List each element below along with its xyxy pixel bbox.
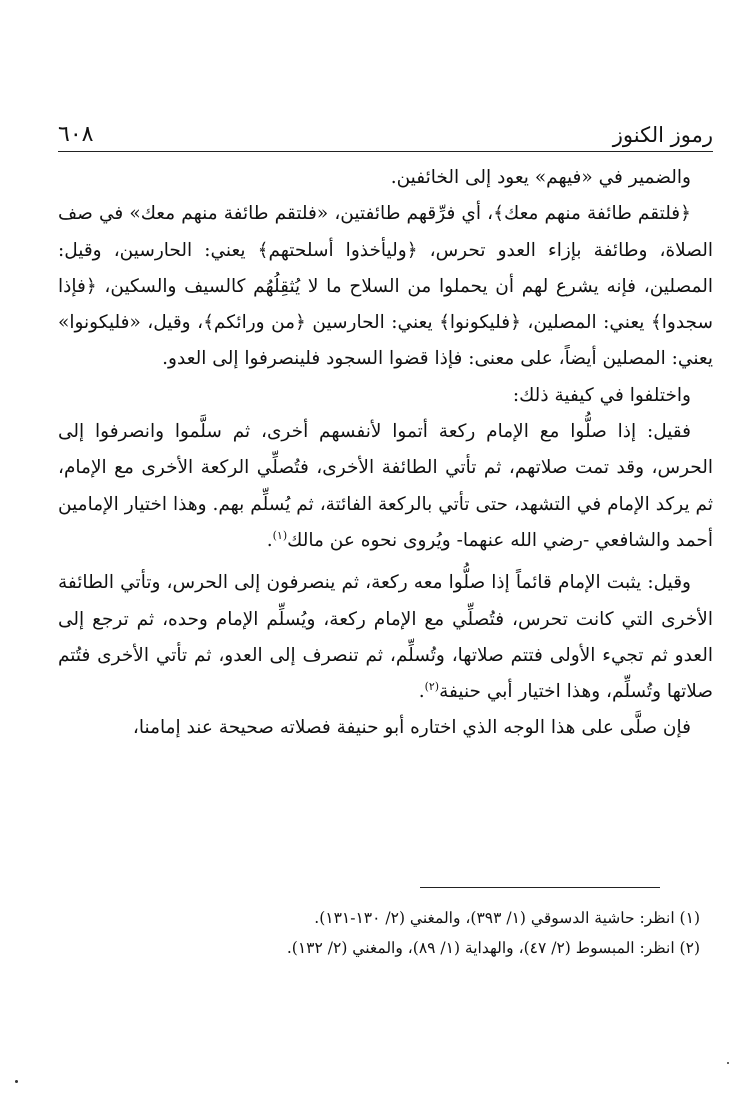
paragraph-first-opinion: فقيل: إذا صلُّوا مع الإمام ركعة أتموا لأنفسهم أخرى، ثم سلَّموا وانصرفوا إلى الحرس، وقد تمت صلاتهم، ثم تأتي الطائفة الأخرى، فتُصلِّي الركعة الأخرى مع الإمام، ثم يركد الإمام في التشهد، حتى تأتي بالركعة الفائتة، ثم يُسلِّم بهم. وهذا اختيار الإمامين أحمد والشافعي -رضي الله عنهما- ويُروى نحوه عن مالك$^{(١)}$. bbox=[58, 421, 713, 551]
running-title: رموز الكنوز bbox=[612, 123, 713, 147]
page-number: ٦٠٨ bbox=[58, 122, 94, 147]
footnote-2: (٢) انظر: المبسوط (٢/ ٤٧)، والهداية (١/ ٨٩)، والمغني (٢/ ١٣٢). bbox=[286, 939, 700, 957]
footnote-divider bbox=[420, 887, 660, 888]
paragraph-tafsir: ﴿فلتقم طائفة منهم معك﴾، أي فرِّقهم طائفتين، «فلتقم طائفة منهم معك» في صف الصلاة، وطائفة بإزاء العدو تحرس، ﴿وليأخذوا أسلحتهم﴾ يعني: الحارسين، وقيل: المصلين، فإنه يشرع لهم أن يحملوا من السلاح ما لا يُثقِلُهُم كالسيف والسكين، ﴿فإذا سجدوا﴾ يعني: المصلين، ﴿فليكونوا﴾ يعني: الحارسين ﴿من ورائكم﴾، وقيل، «فليكونوا» يعني: المصلين أيضاً، على معنى: فإذا قضوا السجود فلينصرفوا إلى العدو. bbox=[58, 203, 713, 370]
footnote-ref-2[interactable]: (٢) bbox=[424, 680, 440, 693]
paragraph-conclusion: فإن صلَّى على هذا الوجه الذي اختاره أبو حنيفة فصلاته صحيحة عند إمامنا، bbox=[132, 717, 691, 739]
paragraph-pronoun: والضمير في «فيهم» يعود إلى الخائفين. bbox=[390, 167, 691, 188]
footnotes bbox=[58, 903, 700, 963]
paragraph-second-opinion: وقيل: يثبت الإمام قائماً إذا صلُّوا معه ركعة، ثم ينصرفون إلى الحرس، وتأتي الطائفة الأخرى التي كانت تحرس، فتُصلِّي مع الإمام ركعة، ويُسلِّم الإمام وحده، ثم ترجع إلى العدو ثم تجيء الأولى فتتم صلاتها، وتُسلِّم، ثم تنصرف إلى العدو، ثم تأتي الأخرى فتُتم صلاتها وتُسلِّم، وهذا اختيار أبي حنيفة$^{(٢)}$. bbox=[58, 572, 713, 703]
main-text bbox=[58, 160, 713, 747]
page-header bbox=[58, 117, 713, 152]
paragraph-second-opinion-text: وقيل: يثبت الإمام قائماً إذا صلُّوا معه ركعة، ثم ينصرفون إلى الحرس، وتأتي الطائفة الأخرى التي كانت تحرس، فتُصلِّي مع الإمام ركعة، ويُسلِّم الإمام وحده، ثم ترجع إلى العدو ثم تجيء الأولى فتتم صلاتها، وتُسلِّم، ثم تنصرف إلى العدو، ثم تأتي الأخرى فتُتم صلاتها وتُسلِّم، وهذا اختيار أبي حنيفة bbox=[58, 572, 713, 703]
footnote-ref-1[interactable]: (١) bbox=[272, 528, 288, 542]
footnote-1: (١) انظر: حاشية الدسوقي (١/ ٣٩٣)، والمغني (٢/ ١٣٠-١٣١). bbox=[314, 909, 700, 927]
paragraph-first-opinion-text: فقيل: إذا صلُّوا مع الإمام ركعة أتموا لأنفسهم أخرى، ثم سلَّموا وانصرفوا إلى الحرس، وقد تمت صلاتهم، ثم تأتي الطائفة الأخرى، فتُصلِّي الركعة الأخرى مع الإمام، ثم يركد الإمام في التشهد، حتى تأتي بالركعة الفائتة، ثم يُسلِّم بهم. وهذا اختيار الإمامين أحمد والشافعي -رضي الله عنهما- ويُروى نحوه عن مالك bbox=[58, 421, 713, 551]
scan-speck bbox=[727, 1062, 729, 1064]
scan-speck bbox=[15, 1080, 18, 1083]
paragraph-disagreement: واختلفوا في كيفية ذلك: bbox=[512, 384, 691, 406]
